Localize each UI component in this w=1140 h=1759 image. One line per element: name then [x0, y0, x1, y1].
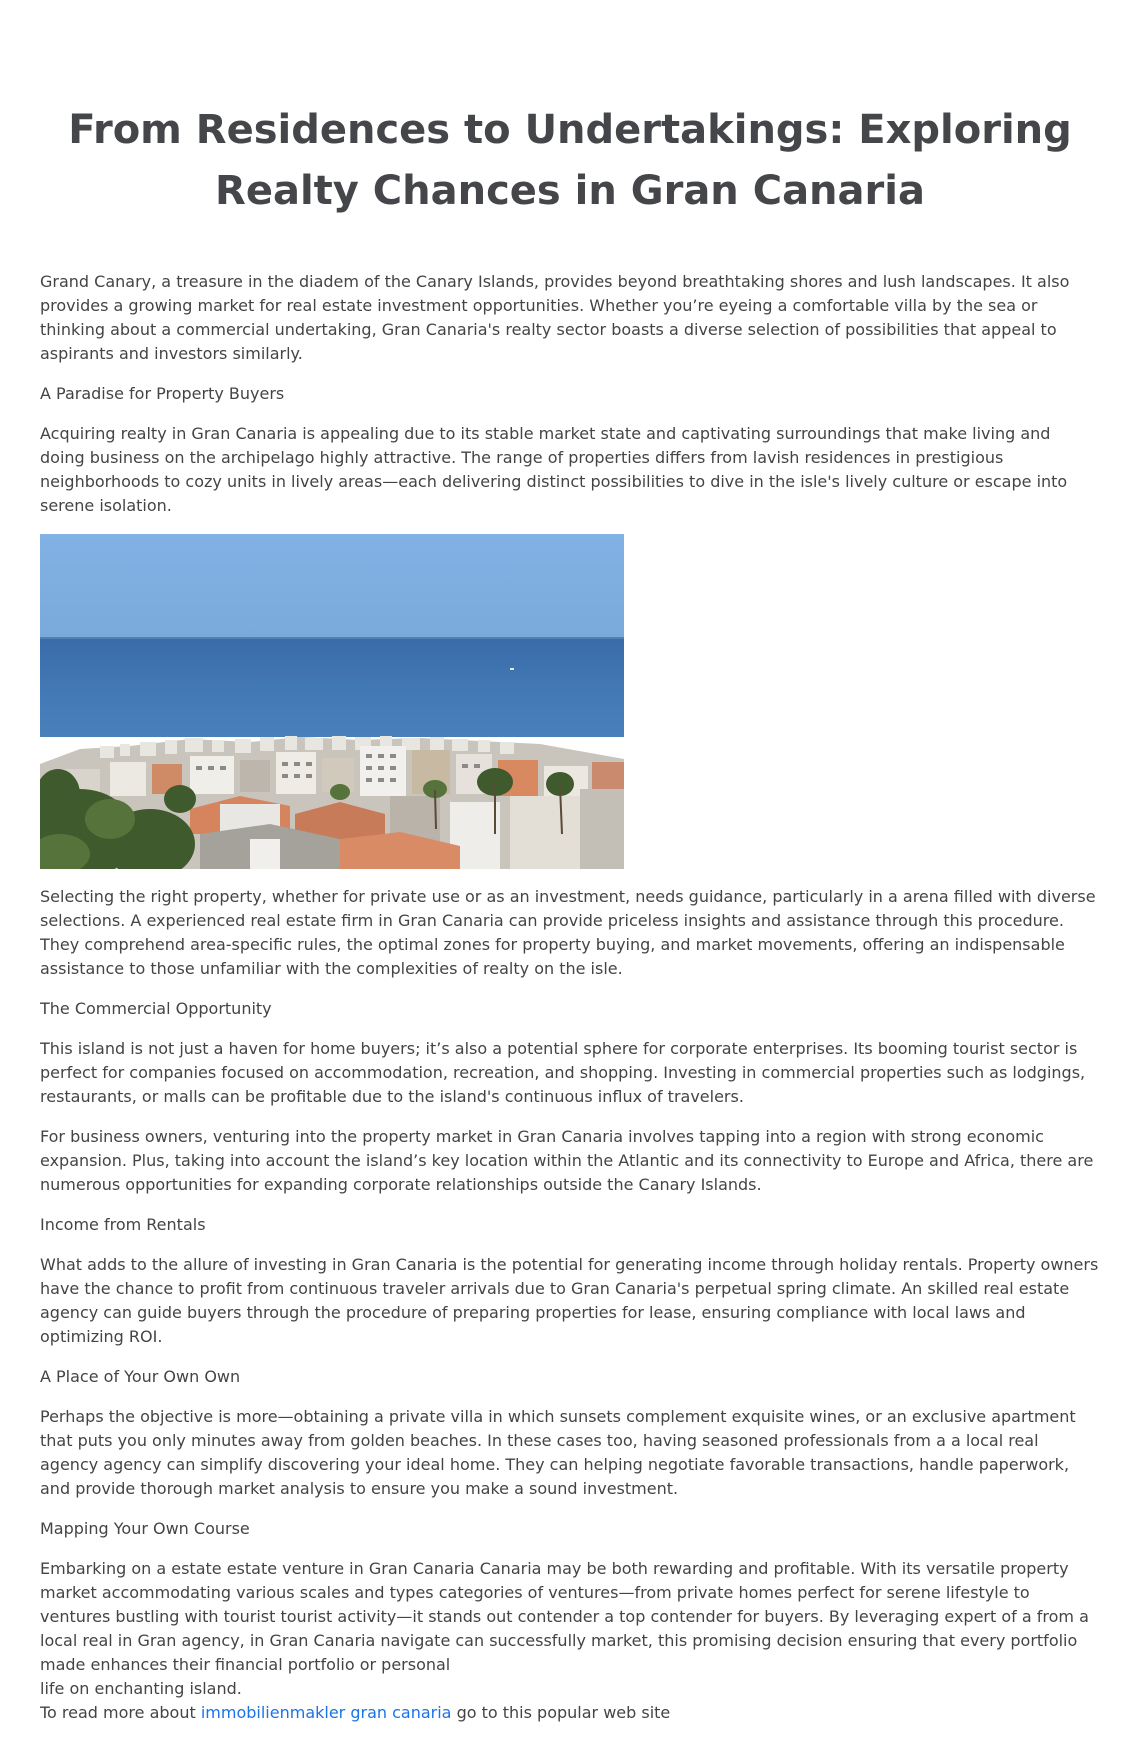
business-paragraph: For business owners, venturing into the property market in Gran Canaria involves tapping into a region with strong economic expansion. Plus, taking into account the island’s key location within the Atlantic and its connectivity to Europe and Africa, there are numerous opportunities for expanding corporate relationships outside the Canary Islands. [40, 1127, 1094, 1194]
paradise-paragraph: Acquiring realty in Gran Canaria is appealing due to its stable market state and captivating surroundings that make living and doing business on the archipelago highly attractive. The range of properties differs from lavish residences in prestigious neighborhoods to cozy units in lively areas—each delivering distinct possibilities to dive in the isle's lively culture or escape into serene isolation. [40, 424, 1068, 515]
intro-paragraph: Grand Canary, a treasure in the diadem of the Canary Islands, provides beyond breathtaking shores and lush landscapes. It also provides a growing market for real estate investment opportunities. Whether you’re eyeing a comfortable villa by the sea or thinking about a commercial undertaking, Gran Canaria's realty sector boasts a diverse selection of possibilities that appeal to aspirants and investors similarly. [40, 272, 1070, 363]
rentals-paragraph: What adds to the allure of investing in Gran Canaria is the potential for generating income through holiday rentals. Property owners have the chance to profit from continuous traveler arrivals due to Gran Canaria's perpetual spring climate. An skilled real estate agency can guide buyers through the procedure of preparing properties for lease, ensuring compliance with local laws and optimizing ROI. [40, 1255, 1099, 1346]
read-more-suffix: go to this popular web site [456, 1703, 671, 1722]
commercial-paragraph: This island is not just a haven for home buyers; it’s also a potential sphere for corporate enterprises. Its booming tourist sector is perfect for companies focused on accommodation, recreation, and shopping. Investing in commercial properties such as lodgings, restaurants, or malls can be profitable due to the island's continuous influx of travelers. [40, 1039, 1086, 1106]
sea-area [40, 637, 624, 737]
section-heading-place: A Place of Your Own Own [40, 1367, 241, 1386]
section-heading-commercial: The Commercial Opportunity [40, 999, 272, 1018]
place-paragraph: Perhaps the objective is more—obtaining a private villa in which sunsets complement exquisite wines, or an exclusive apartment that puts you only minutes away from golden beaches. In these cases too, having seasoned professionals from a a local real agency agency can simplify discovering your ideal home. They can helping negotiate favorable transactions, handle paperwork, and provide thorough market analysis to ensure you make a sound investment. [40, 1407, 1076, 1498]
coastal-town-photo [40, 534, 624, 869]
mapping-paragraph: Embarking on a estate estate venture in Gran Canaria Canaria may be both rewarding and profitable. With its versatile property market accommodating various scales and types categories of ventures—from private homes perfect for serene lifestyle to ventures bustling with tourist tourist activity—it stands out contender a top contender for buyers. By leveraging expert of a from a local real in Gran agency, in Gran Canaria navigate can successfully market, this promising decision ensuring that every portfolio made enhances their financial portfolio or personal [40, 1559, 1089, 1674]
read-more-line [40, 1701, 1100, 1725]
mapping-paragraph-end: life on enchanting island. [40, 1679, 242, 1698]
sky-area [40, 534, 624, 638]
article [40, 0, 1100, 1725]
section-heading-rentals: Income from Rentals [40, 1215, 206, 1234]
article-title: From Residences to Undertakings: Exploring Realty Chances in Gran Canaria [68, 107, 1072, 214]
section-heading-paradise: A Paradise for Property Buyers [40, 384, 285, 403]
section-heading-mapping: Mapping Your Own Course [40, 1519, 250, 1538]
immobilienmakler-link[interactable]: immobilienmakler gran canaria [200, 1703, 452, 1722]
read-more-prefix: To read more about [40, 1703, 196, 1722]
selecting-paragraph: Selecting the right property, whether for private use or as an investment, needs guidance, particularly in a arena filled with diverse selections. A experienced real estate firm in Gran Canaria can provide priceless insights and assistance through this procedure. They comprehend area-specific rules, the optimal zones for property buying, and market movements, offering an indispensable assistance to those unfamiliar with the complexities of realty on the isle. [40, 887, 1096, 978]
